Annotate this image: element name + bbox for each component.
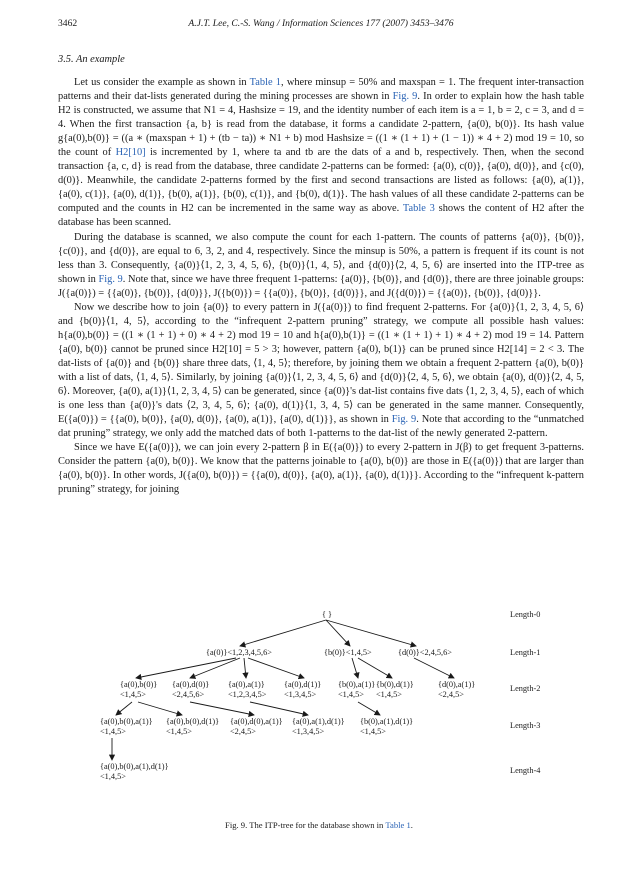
- node-pattern: {a(0),b(0),a(1)}: [100, 717, 153, 726]
- node-dats: <1,3,4,5>: [284, 690, 317, 699]
- tree-node-root: { }: [322, 610, 333, 619]
- tree-node: [228, 680, 266, 700]
- tree-edge: [326, 620, 416, 646]
- text-run: During the database is scanned, we also compute the count for each 1-pattern. The counts of patterns {a(0)}, {b(0)}, {c(0)}, and {d(0)}, are equal to 6, 3, 2, and 4, respectively. Since the minsup is 50%, a pattern is frequent if its count is not less than 3. Consequently, {a(0)}⟨1, 2, 3, 4, 5, 6⟩, {b(0)}⟨1, 4, 5⟩, and {d(0)}⟨2, 4, 5, 6⟩ are inserted into the ITP-tree as shown in: [58, 231, 584, 285]
- node-pattern: {a(0),b(0),d(1)}: [166, 717, 220, 726]
- tree-node: [100, 717, 153, 737]
- node-pattern: {a(0),a(1),d(1)}: [292, 717, 345, 726]
- tree-node: [120, 680, 157, 700]
- node-dats: <1,4,5>: [100, 772, 126, 781]
- paragraph-2: [58, 231, 584, 301]
- node-pattern: {a(0),b(0),a(1),d(1)}: [100, 762, 169, 771]
- node-pattern: {a(0),a(1)}: [228, 680, 265, 689]
- tree-node: [360, 717, 413, 737]
- level-label: Length-1: [510, 648, 541, 657]
- node-pattern: {a(0),d(0),a(1)}: [230, 717, 283, 726]
- node-dats: <2,4,5>: [438, 690, 464, 699]
- node-dats: <1,4,5>: [376, 690, 402, 699]
- node-dats: <1,2,3,4,5>: [228, 690, 267, 699]
- node-dats: <1,4,5>: [100, 727, 126, 736]
- table-1-link[interactable]: Table 1: [249, 77, 281, 88]
- running-head: A.J.T. Lee, C.-S. Wang / Information Sciences 177 (2007) 3453–3476: [188, 18, 454, 29]
- table-1-link[interactable]: Table 1: [385, 820, 411, 830]
- node-pattern: {a(0),b(0)}: [120, 680, 158, 689]
- tree-node: {a(0)}<1,2,3,4,5,6>: [206, 648, 272, 657]
- itp-tree-figure: [58, 606, 584, 806]
- tree-node: [338, 680, 375, 700]
- tree-edge: [352, 658, 358, 678]
- tree-node: [166, 717, 219, 737]
- tree-edge: [244, 658, 246, 678]
- level-label: Length-3: [510, 721, 541, 730]
- node-pattern: {b(0),a(1),d(1)}: [360, 717, 414, 726]
- text-run: . In order to explain how the hash table H2 is constructed, we assume that N1 = 4, Hashsize = 19, and the identity number of each item is a = 1, b = 2, c = 3, and d = 4. When the first transaction {a, b} is read from the database, it forms a candidate 2-pattern, {a(0), b(0)}. Its hash value g{a(0),b(0)} = ((a ∗ (maxspan + 1) + (tb − ta)) ∗ N1 + b) mod Hashsize = ((1 ∗ (1 + 1) + (1 − 1)) ∗ 4 + 2) mod 19 = 10, so the count of: [58, 91, 584, 159]
- tree-node: [438, 680, 475, 700]
- node-dats: <1,3,4,5>: [292, 727, 325, 736]
- tree-edge: [190, 702, 254, 715]
- tree-node: {b(0)}<1,4,5>: [324, 648, 372, 657]
- tree-node: [100, 762, 169, 782]
- figure-caption: [0, 820, 638, 830]
- caption-text: .: [410, 820, 413, 830]
- tree-node: [230, 717, 283, 737]
- page-number: 3462: [58, 18, 78, 29]
- text-run: Now we describe how to join {a(0)} to every pattern in J({a(0)}) to find frequent 2-patterns. For {a(0)}⟨1, 2, 3, 4, 5, 6⟩ and {b(0)}⟨1, 4, 5⟩, according to the “infrequent 2-pattern pruning” strategy, we compute all possible hash values: h{a(0),b(0)} = ((1 ∗ (1 + 1) + 0) ∗ 4 + 2) mod 19 = 10 and h{a(0),b(1)} = ((1 ∗ (1 + 1) + 1) ∗ 4 + 2) mod 19 = 14. Pattern {a(0), b(0)} cannot be pruned since H2[10] = 5 > 3; however, pattern {a(0), b(1)} can be pruned since H2[14] = 2 < 3. The dat-lists of {a(0)} and {b(0)} share three dats, ⟨1, 4, 5⟩; therefore, by joining them we obtain a frequent 2-pattern {a(0), b(0)} with a list of dats, ⟨1, 4, 5⟩. Similarly, by joining {a(0)}⟨1, 2, 3, 4, 5, 6⟩ and {d(0)}⟨2, 4, 5, 6⟩, we obtain {a(0), d(0)}⟨2, 4, 5, 6⟩. Moreover, {a(0), a(1)}⟨1, 2, 3, 4, 5⟩ can be generated, since {a(0)}'s dat-list contains five dats ⟨1, 2, 3, 4, 5⟩, each of which is one less than {a(0)}'s dats ⟨2, 3, 4, 5, 6⟩; {a(0), d(1)}⟨1, 3, 4, 5⟩ can be generated in the same manner. Consequently, E({a(0)}) = {{a(0), b(0)}, {a(0), d(0)}, {a(0), a(1)}, {a(0), d(1)}}, as shown in: [58, 301, 584, 426]
- node-dats: <1,4,5>: [338, 690, 364, 699]
- tree-edge: [116, 702, 132, 715]
- node-dats: <2,4,5,6>: [172, 690, 205, 699]
- tree-node: [292, 717, 345, 737]
- level-label: Length-0: [510, 610, 541, 619]
- text-run: Let us consider the example as shown in: [74, 77, 250, 88]
- fig-9-link[interactable]: Fig. 9: [391, 414, 417, 426]
- tree-edge: [414, 658, 454, 678]
- tree-edge: [358, 702, 380, 715]
- tree-node: [172, 680, 209, 700]
- fig-9-link[interactable]: Fig. 9: [392, 91, 418, 103]
- tree-edge: [358, 658, 392, 678]
- node-pattern: {b(0),d(1)}: [376, 680, 414, 689]
- node-dats: <1,4,5>: [360, 727, 386, 736]
- paragraph-3: [58, 301, 584, 441]
- node-dats: <1,4,5>: [166, 727, 192, 736]
- tree-edge: [250, 702, 308, 715]
- tree-node: [376, 680, 414, 700]
- text-run: shows the content of H2 after the database has been scanned.: [58, 203, 584, 229]
- text-run: . Note that according to the “unmatched dat pruning” strategy, we only add the matched dats of both 1-patterns to the dat-list of the newly generated 2-pattern.: [58, 414, 584, 440]
- node-dats: <1,4,5>: [120, 690, 146, 699]
- section-title: 3.5. An example: [58, 54, 125, 65]
- caption-text: Fig. 9. The ITP-tree for the database shown in: [225, 820, 386, 830]
- node-dats: <2,4,5>: [230, 727, 256, 736]
- node-pattern: {b(0),a(1)}: [338, 680, 376, 689]
- text-run: Since we have E({a(0)}), we can join every 2-pattern β in E({a(0)}) to every 2-pattern in J(β) to get frequent 3-patterns. Consider the pattern {a(0), b(0)}. We know that the patterns joinable to {a(0), b(0)} are those in E({a(0)}) that are larger than {a(0), b(0)}. In other words, J({a(0), b(0)}) = {{a(0), d(0)}, {a(0), a(1)}, {a(0), d(1)}}. According to the “infrequent k-pattern pruning” strategy, for joining: [58, 442, 584, 496]
- paragraph-1: [58, 76, 584, 231]
- text-run: is incremented by 1, where ta and tb are the dats of a and b, respectively. Then, when the second transaction {a, c, d} is read from the database, three candidate 2-patterns can be formed: {a(0), c(0)}, {a(0), d(0)}, and {c(0), d(0)}. Meanwhile, the candidate 2-patterns formed by the first and second transactions are listed as follows: {a(0), a(1)}, {a(0), c(1)}, {a(0), d(1)}, {b(0), a(1)}, {b(0), c(1)}, and {b(0), d(1)}. The hash values of all these candidate 2-patterns can be computed and the counts in H2 can be incremented in the same way as above.: [58, 147, 584, 215]
- paragraph-4: [58, 441, 584, 497]
- level-label: Length-4: [510, 766, 541, 775]
- tree-edge: [138, 702, 182, 715]
- reference-link[interactable]: H2[10]: [115, 147, 146, 159]
- table-3-link[interactable]: Table 3: [402, 203, 435, 215]
- tree-edge: [190, 658, 240, 678]
- text-run: , where minsup = 50% and maxspan = 1. The frequent inter-transaction patterns and their dat-lists generated during the mining processes are shown in: [58, 77, 584, 103]
- tree-node: [284, 680, 321, 700]
- node-pattern: {d(0),a(1)}: [438, 680, 476, 689]
- text-run: . Note that, since we have three frequent 1-patterns: {a(0)}, {b(0)}, and {d(0)}, there are three joinable groups: J({a(0)}) = {{a(0)}, {b(0)}, {d(0)}}, J({b(0)}) = {{a(0)}, {b(0)}, {d(0)}}, and J({d(0)}) = {{a(0)}, {b(0)}, {d(0)}}.: [58, 273, 584, 299]
- node-pattern: {a(0),d(1)}: [284, 680, 322, 689]
- tree-edge: [240, 620, 326, 646]
- tree-edge: [248, 658, 304, 678]
- tree-node: {d(0)}<2,4,5,6>: [398, 648, 452, 657]
- fig-9-link[interactable]: Fig. 9: [98, 273, 123, 285]
- body-text: [58, 76, 584, 497]
- node-pattern: {a(0),d(0)}: [172, 680, 210, 689]
- level-label: Length-2: [510, 684, 541, 693]
- tree-edge: [136, 658, 236, 678]
